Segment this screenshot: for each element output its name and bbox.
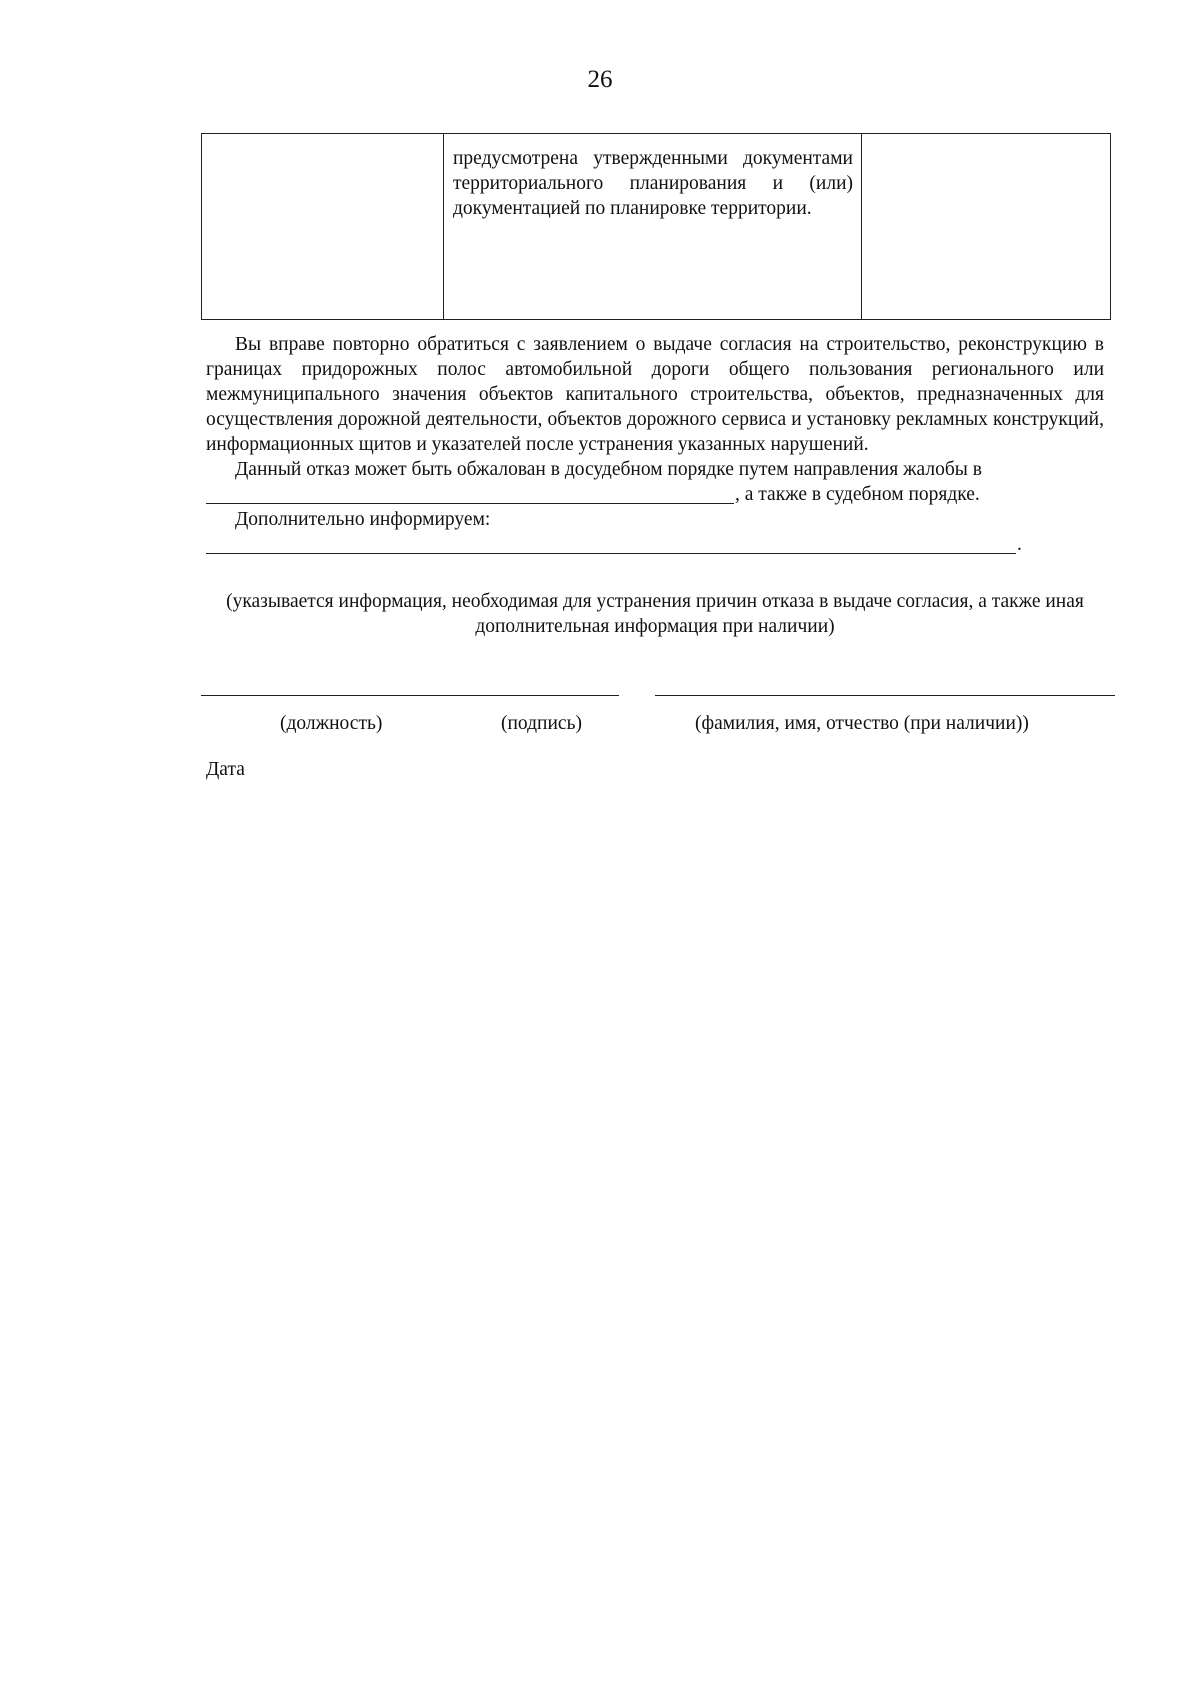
appeal-authority-line [206,482,1104,507]
repeat-application-paragraph: Вы вправе повторно обратиться с заявлением о выдаче согласия на строительство, реконструкцию в границах придорожных полос автомобильной дороги общего пользования регионального или межмуниципального значения объектов капитального строительства, объектов, предназначенных для осуществления дорожной деятельности, объектов дорожного сервиса и установку рекламных конструкций, информационных щитов и указателей после устранения указанных нарушений. [206,334,1104,455]
decision-table [201,133,1111,320]
body-text [206,332,1104,557]
table-cell-right [862,134,1111,320]
appeal-paragraph: Данный отказ может быть обжалован в досудебном порядке путем направления жалобы в [235,459,982,480]
table-cell-text: предусмотрена утвержденными документами территориального планирования и (или) документацией по планировке территории. [453,148,853,219]
date-label: Дата [206,759,245,780]
appeal-suffix: , а также в судебном порядке. [735,484,980,505]
signature-caption: (подпись) [501,713,582,734]
appeal-authority-blank [206,503,734,504]
table-cell-middle [444,134,862,320]
full-name-caption: (фамилия, имя, отчество (при наличии)) [695,713,1029,734]
page-number: 26 [587,66,613,93]
additional-info-line-end: . [1017,534,1022,555]
additional-info-blank [206,553,1016,554]
additional-info-hint: (указывается информация, необходимая для устранения причин отказа в выдаче согласия, а также иная дополнительная информация при наличии) [226,591,1084,637]
position-caption: (должность) [280,713,383,734]
full-name-line [655,695,1115,696]
table-cell-left [202,134,444,320]
table-row [202,134,1111,320]
additional-info-label: Дополнительно информируем: [235,509,491,530]
position-signature-line [201,695,619,696]
additional-info-line [206,532,1104,557]
